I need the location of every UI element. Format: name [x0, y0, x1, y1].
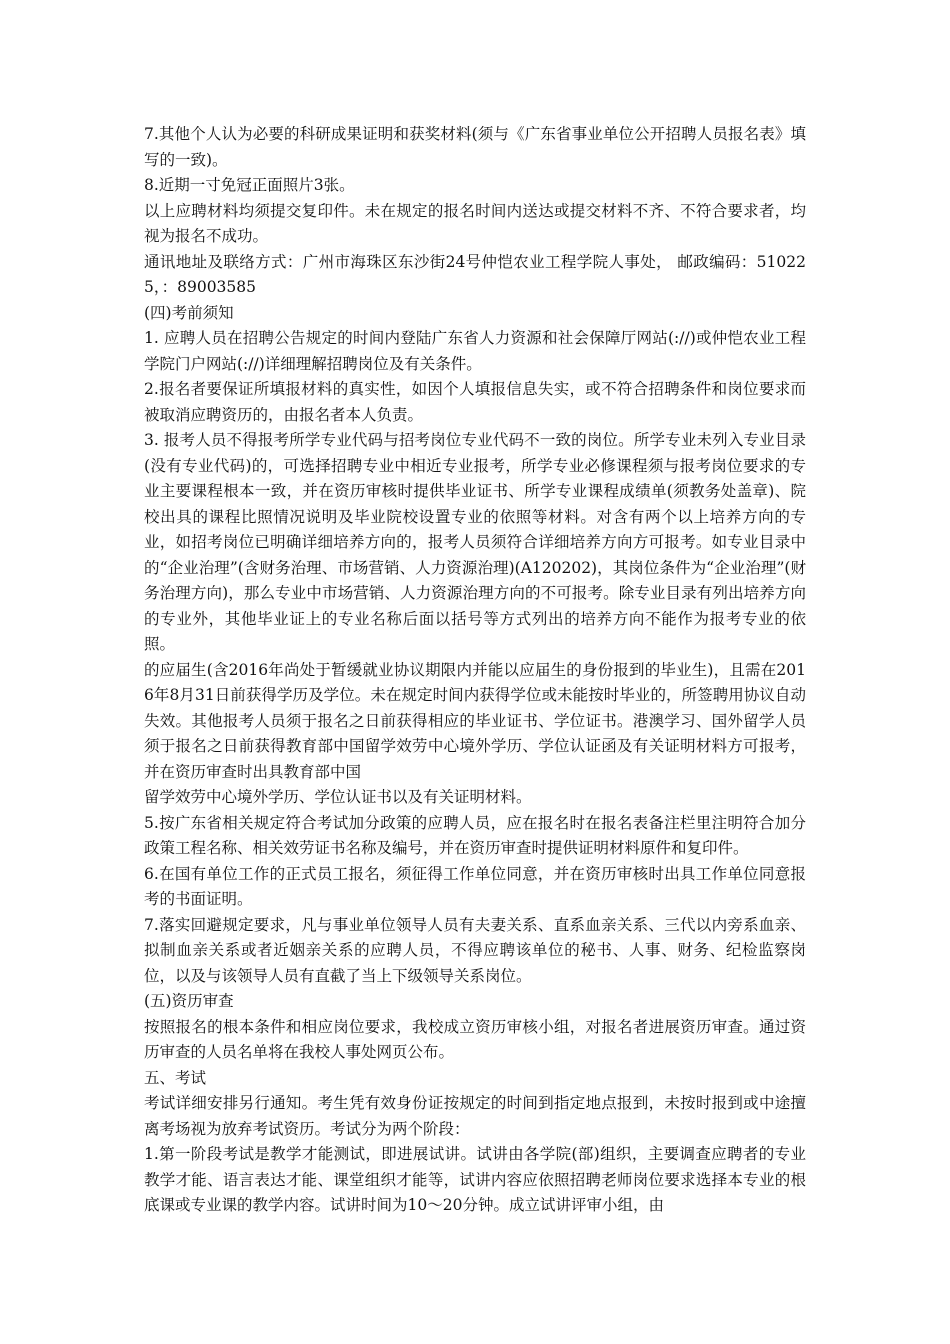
paragraph-item-8-photos: 8.近期一寸免冠正面照片3张。 — [144, 176, 355, 194]
paragraph-notice-2: 2.报名者要保证所填报材料的真实性，如因个人填报信息失实，或不符合招聘条件和岗位要求而被取消应聘资历的，由报名者本人负责。 — [144, 380, 806, 424]
section-heading-exam-notes: (四)考前须知 — [144, 303, 234, 322]
section-heading-qualification-review: (五)资历审查 — [144, 992, 234, 1010]
document-body — [144, 122, 806, 1219]
paragraph-exam-arrangement: 考试详细安排另行通知。考生凭有效身份证按规定的时间到指定地点报到，未按时报到或中途擅离考场视为放弃考试资历。考试分为两个阶段： — [144, 1094, 806, 1138]
paragraph-copies-note: 以上应聘材料均须提交复印件。未在规定的报名时间内送达或提交材料不齐、不符合要求者，均视为报名不成功。 — [144, 201, 806, 245]
paragraph-contact-address: 通讯地址及联络方式：广州市海珠区东沙街24号仲恺农业工程学院人事处， 邮政编码：510225，：89003585 — [144, 252, 806, 296]
paragraph-graduates: 的应届生(含2016年尚处于暂缓就业协议期限内并能以应届生的身份报到的毕业生)，且需在2016年8月31日前获得学历及学位。未在规定时间内获得学位或未能按时毕业的，所签聘用协议自动失效。其他报考人员须于报名之日前获得相应的毕业证书、学位证书。港澳学习、国外留学人员须于报名之日前获得教育部中国留学效劳中心境外学历、学位认证函及有关证明材料方可报考，并在资历审查时出具教育部中国 — [144, 660, 806, 781]
paragraph-exam-stage-1: 1.第一阶段考试是教学才能测试，即进展试讲。试讲由各学院(部)组织，主要调查应聘者的专业教学才能、语言表达才能、课堂组织才能等，试讲内容应依照招聘老师岗位要求选择本专业的根底课或专业课的教学内容。试讲时间为10～20分钟。成立试讲评审小组，由 — [144, 1145, 806, 1214]
paragraph-notice-3: 3. 报考人员不得报考所学专业代码与招考岗位专业代码不一致的岗位。所学专业未列入专业目录(没有专业代码)的，可选择招聘专业中相近专业报考，所学专业必修课程须与报考岗位要求的专业主要课程根本一致，并在资历审核时提供毕业证书、所学专业课程成绩单(须教务处盖章)、院校出具的课程比照情况说明及毕业院校设置专业的依照等材料。对含有两个以上培养方向的专业，如招考岗位已明确详细培养方向的，报考人员须符合详细培养方向方可报考。如专业目录中的“企业治理”(含财务治理、市场营销、人力资源治理)(A120202)，其岗位条件为“企业治理”(财务治理方向)，那么专业中市场营销、人力资源治理方向的不可报考。除专业目录有列出培养方向的专业外，其他毕业证上的专业名称后面以括号等方式列出的培养方向不能作为报考专业的依照。 — [144, 431, 806, 653]
paragraph-graduates-continued: 留学效劳中心境外学历、学位认证书以及有关证明材料。 — [144, 788, 532, 806]
paragraph-qualification-review: 按照报名的根本条件和相应岗位要求，我校成立资历审核小组，对报名者进展资历审查。通过资历审查的人员名单将在我校人事处网页公布。 — [144, 1017, 806, 1061]
section-heading-exam: 五、考试 — [144, 1068, 207, 1087]
paragraph-item-7-materials: 7.其他个人认为必要的科研成果证明和获奖材料(须与《广东省事业单位公开招聘人员报名表》填写的一致)。 — [144, 125, 806, 169]
paragraph-notice-1: 1. 应聘人员在招聘公告规定的时间内登陆广东省人力资源和社会保障厅网站(://)或仲恺农业工程学院门户网站(://)详细理解招聘岗位及有关条件。 — [144, 329, 806, 373]
paragraph-notice-5: 5.按广东省相关规定符合考试加分政策的应聘人员，应在报名时在报名表备注栏里注明符合加分政策工程名称、相关效劳证书名称及编号，并在资历审查时提供证明材料原件和复印件。 — [144, 813, 806, 857]
paragraph-notice-7: 7.落实回避规定要求，凡与事业单位领导人员有夫妻关系、直系血亲关系、三代以内旁系血亲、拟制血亲关系或者近姻亲关系的应聘人员，不得应聘该单位的秘书、人事、财务、纪检监察岗位，以及与该领导人员有直截了当上下级领导关系岗位。 — [144, 915, 806, 985]
paragraph-notice-6: 6.在国有单位工作的正式员工报名，须征得工作单位同意，并在资历审核时出具工作单位同意报考的书面证明。 — [144, 864, 806, 908]
